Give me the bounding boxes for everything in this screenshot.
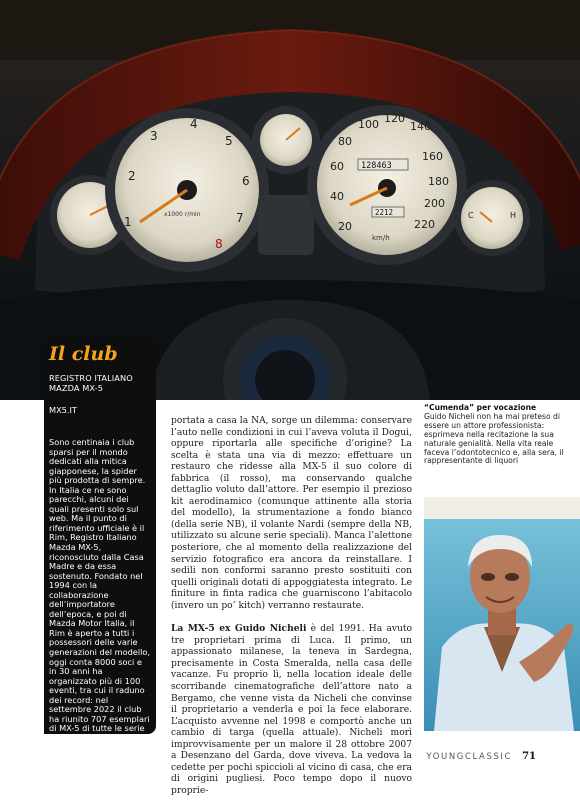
speed-tick: 60	[330, 160, 344, 173]
tach-tick: 7	[236, 211, 244, 225]
speed-tick: 200	[424, 197, 445, 210]
speedometer	[307, 105, 467, 265]
magazine-name: YOUNGCLASSIC	[426, 752, 513, 762]
temp-cold-label: C	[468, 211, 474, 220]
tach-tick: 5	[225, 134, 233, 148]
tach-tick: 4	[190, 117, 198, 131]
speed-unit-label: km/h	[372, 234, 390, 242]
article-paragraph-text: è del 1991. Ha avuto tre proprietari prima di Luca. Il primo, un appassionato milanese, la teneva in Sardegna, precisamente in Costa Smeralda, nella casa delle vacanze. Fu proprio lì, nella location ideale delle scorribande cinematografiche dell’attore nato a Bergamo, che venne vista da Nicheli che convinse il proprietario a venderla e poi la fece elaborare. L’acquisto avvenne nel 1998 e comportò anche un cambio di targa (quella attuale). Nicheli morì improvvisamente per un malore il 28 ottobre 2007 a Desenzano del Garda, dove viveva. La vedova la cedette per pochi spiccioli al vicino di casa, che era di origini pugliesi. Poco tempo dopo il nuovo proprie-	[171, 624, 413, 796]
speed-tick: 220	[414, 218, 435, 231]
tach-tick: 8	[215, 237, 223, 251]
speed-tick: 140	[410, 120, 431, 133]
tach-tick: 3	[150, 129, 158, 143]
speed-tick: 80	[338, 135, 352, 148]
article-paragraph	[171, 623, 412, 797]
page-number: 71	[522, 751, 536, 762]
sidebar-body: Sono centinaia i club sparsi per il mondo dedicati alla mitica giapponese, la spider più prodotta di sempre. In Italia ce ne sono parecchi, alcuni dei quali presenti solo sul web. Ma il punto di riferimento ufficiale è il Rim, Registro Italiano Mazda MX-5, riconosciuto dalla Casa Madre e da essa sostenuto. Fondato nel 1994 con la collaborazione dell’importatore dell’epoca, e poi di Mazda Motor Italia, il Rim è aperto a tutti i possessori delle varie generazioni del modello, oggi conta 8000 soci e in 30 anni ha organizzato più di 100 eventi, tra cui il raduno dei record: nel settembre 2022 il club ha riunito 707 esemplari di MX-5 di tutte le serie sull’asfalto del Circuito di Modena: un risultato riconosciuto nel Guinness dei primati come la più numerosa riunione di vetture mai avvenuta al mondo.	[49, 437, 150, 801]
sidebar-subtitle: REGISTRO ITALIANO MAZDA MX-5	[49, 373, 133, 393]
caption-text: Guido Nicheli non ha mai preteso di essere un attore professionista: esprimeva nella recitazione la sua naturale genialità. Nella vita reale faceva l’odontotecnico e, alla sera, il rappresentante di liquori	[424, 411, 564, 466]
article-paragraph: portata a casa la NA, sorge un dilemma: conservare l’auto nelle condizioni in cui l’aveva voluta il Dogui, oppure riportarla alle specifiche d’origine? La scelta è stata una via di mezzo: effettuare un restauro che ridesse alla MX-5 il suo colore di fabbrica (il rosso), ma conservando qualche dettaglio voluto dall’attore. Per esempio il prezioso kit aerodinamico (comunque attinente alla storia del modello), la strumentazione a fondo bianco (della serie NB), il volante Nardi (sempre della NB, utilizzato su alcune serie speciali). Manca l’alettone posteriore, che al momento della realizzazione del servizio fotografico era ancora da reinstallare. I sedili non conformi saranno presto sostituiti con quelli originali dotati di appoggiatesta integrato. Le finiture in finta radica che guarniscono l’abitacolo (invero un po’ kitch) verranno restaurate.	[171, 416, 412, 611]
page-footer	[426, 751, 536, 762]
speed-tick: 180	[428, 175, 449, 188]
portrait-photo	[424, 497, 580, 731]
temp-hot-label: H	[510, 211, 517, 220]
caption-title: “Cumenda” per vocazione	[424, 403, 537, 412]
article-body	[171, 416, 412, 798]
tach-unit-label: x1000 r/min	[164, 211, 201, 218]
speed-tick: 20	[338, 220, 352, 233]
photo-caption	[424, 404, 564, 466]
tach-tick: 1	[124, 215, 132, 229]
tripmeter-readout: 2212	[375, 208, 394, 217]
tach-tick: 2	[128, 169, 136, 183]
tachometer	[105, 108, 269, 272]
tach-tick: 6	[242, 174, 250, 188]
odometer-readout: 128463	[361, 161, 392, 171]
sidebar-title: Il club	[49, 343, 118, 365]
article-lead-in: La MX-5 ex Guido Nicheli	[171, 623, 307, 635]
speed-tick: 160	[422, 150, 443, 163]
speed-tick: 120	[384, 112, 405, 125]
temperature-gauge	[454, 180, 530, 256]
speed-tick: 100	[358, 118, 379, 131]
club-sidebar	[44, 338, 156, 801]
speed-tick: 40	[330, 190, 344, 203]
club-website-link[interactable]: MX5.IT	[49, 405, 77, 415]
